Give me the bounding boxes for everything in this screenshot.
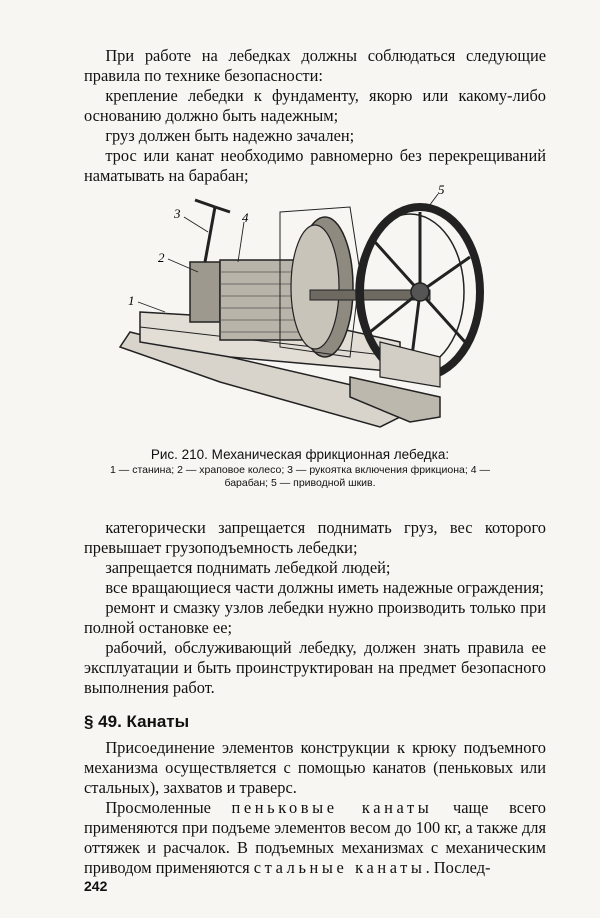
intro-text: [84, 46, 546, 186]
figure-label-2: 2: [158, 250, 165, 265]
text-run: . Послед-: [425, 858, 491, 877]
text-run: чаще всего применяются при подъеме элементов весом до 100 кг, а также для оттяжек и расчалок. В подъемных механизмах с механическим приводом применяются: [84, 798, 546, 877]
intro-paragraph: При работе на лебедках должны соблюдаться следующие правила по технике безопасности:: [84, 46, 546, 85]
figure-legend: 1 — станина; 2 — храповое колесо; 3 — рукоятка включения фрикциона; 4 — барабан; 5 — приводной шкив.: [110, 464, 490, 489]
text-run: Просмоленные: [105, 798, 232, 817]
figure-label-1: 1: [128, 293, 135, 308]
emphasized-term: стальные канаты: [253, 858, 426, 877]
section-heading: § 49. Канаты: [84, 712, 190, 731]
rule-item: груз должен быть надежно зачален;: [105, 126, 355, 145]
emphasized-term: пеньковые канаты: [231, 798, 433, 817]
rule-item: категорически запрещается поднимать груз, вес которого превышает грузоподъемность лебедки;: [84, 518, 546, 557]
page-number: 242: [84, 878, 108, 894]
rule-item: ремонт и смазку узлов лебедки нужно производить только при полной остановке ее;: [84, 598, 546, 637]
winch-drawing: [110, 182, 490, 437]
figure-label-3: 3: [174, 206, 181, 221]
figure-label-5: 5: [438, 182, 445, 197]
rule-item: запрещается поднимать лебедкой людей;: [105, 558, 391, 577]
safety-rules-list: [84, 518, 546, 698]
section-paragraph: [84, 798, 546, 878]
rule-item: крепление лебедки к фундаменту, якорю или какому-либо основанию должно быть надежным;: [84, 86, 546, 125]
section-body: [84, 738, 546, 878]
figure-label-4: 4: [242, 210, 249, 225]
rule-item: трос или канат необходимо равномерно без перекрещиваний наматывать на барабан;: [84, 146, 546, 185]
rule-item: все вращающиеся части должны иметь надежные ограждения;: [105, 578, 544, 597]
winch-illustration: [110, 182, 490, 437]
rule-item: рабочий, обслуживающий лебедку, должен знать правила ее эксплуатации и быть проинструктирован на предмет безопасного выполнения работ.: [84, 638, 546, 697]
section-paragraph: Присоединение элементов конструкции к крюку подъемного механизма осуществляется с помощью канатов (пеньковых или стальных), захватов и траверс.: [84, 738, 546, 797]
figure-caption: Рис. 210. Механическая фрикционная лебедка:: [150, 447, 450, 462]
